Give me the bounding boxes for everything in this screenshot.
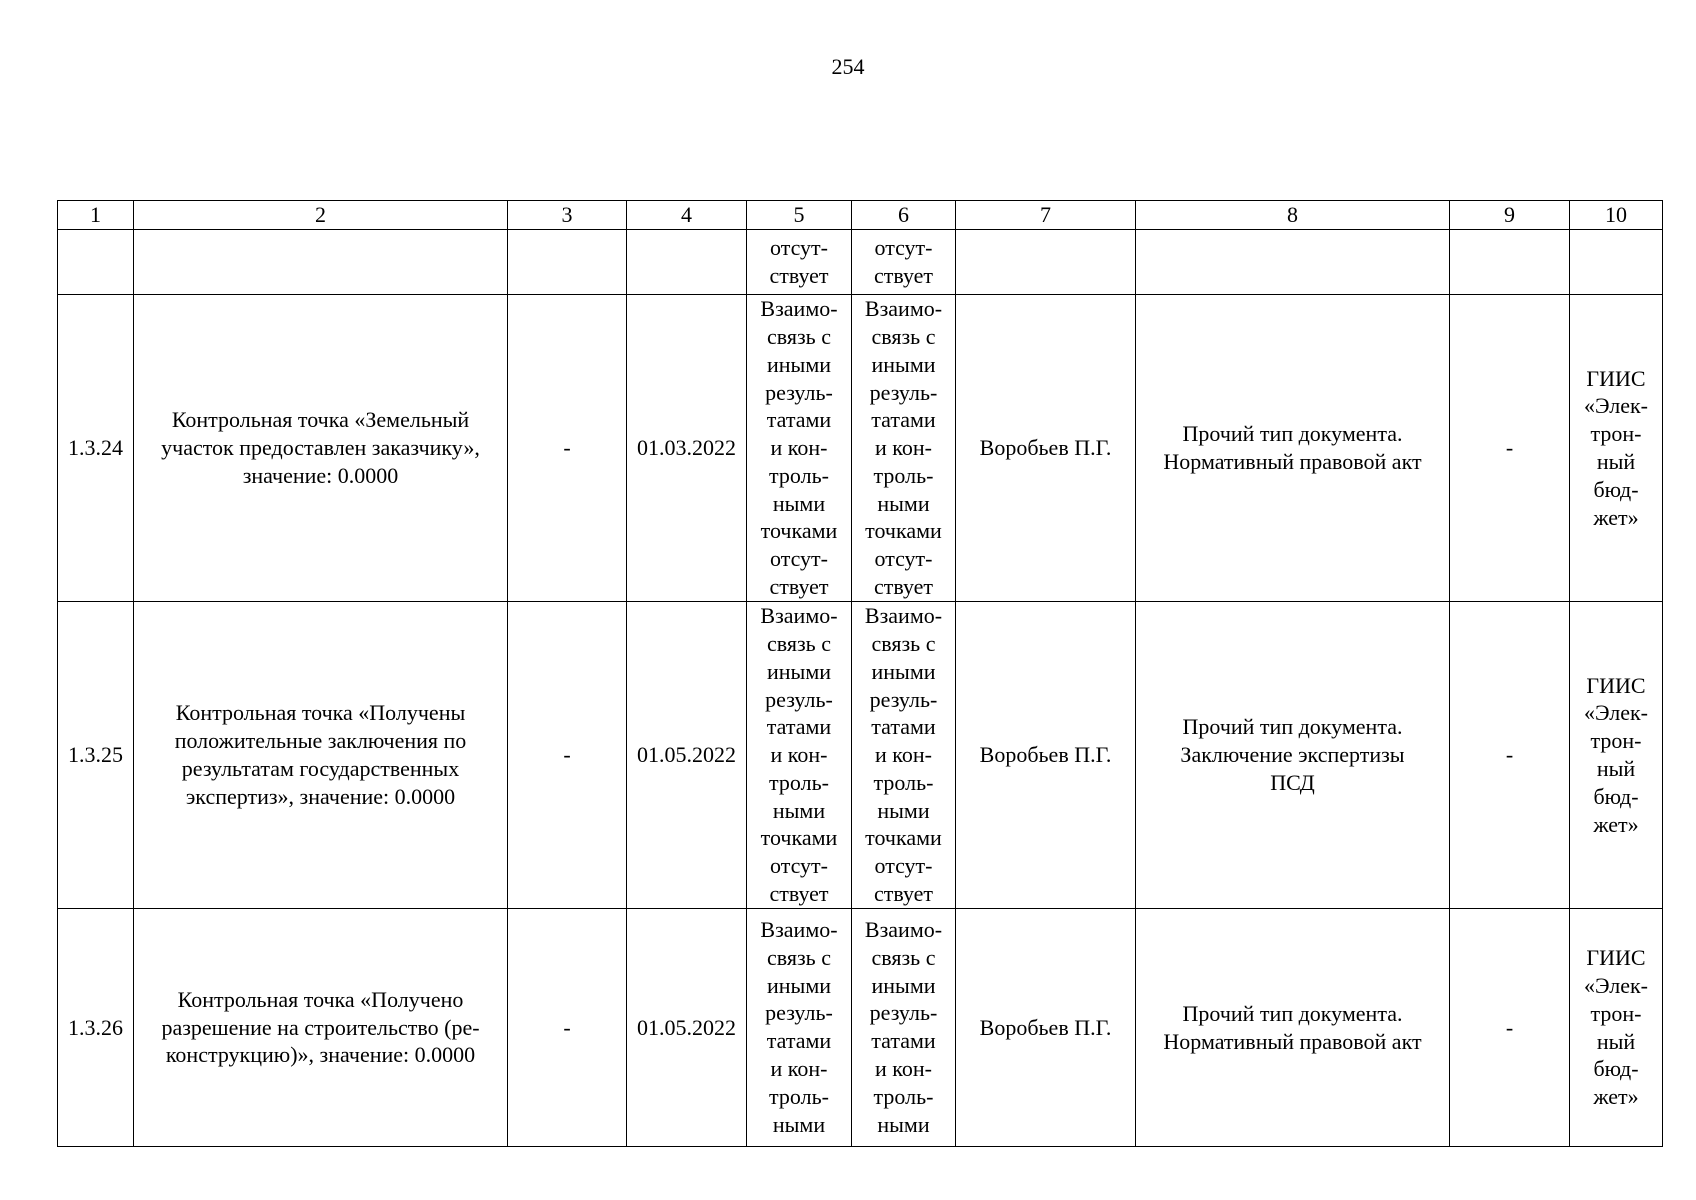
cell-line: и кон- [770, 435, 828, 461]
cell-line: троль- [769, 462, 829, 488]
table-cell-c6 [852, 230, 956, 295]
table-cell-c9: - [1450, 909, 1570, 1147]
table-row [58, 230, 1663, 295]
page-number: 254 [831, 54, 865, 79]
cell-line: «Элек- [1584, 393, 1648, 419]
cell-line: бюд- [1593, 1056, 1639, 1082]
cell-line: ный [1596, 756, 1636, 781]
table-cell-c8 [1136, 295, 1450, 602]
cell-line: положительные заключения по [174, 728, 467, 754]
cell-line: троль- [873, 462, 934, 488]
cell-line: резуль- [765, 379, 833, 405]
column-header: 1 [58, 201, 134, 230]
table-cell-c6 [852, 909, 956, 1147]
cell-line: резуль- [765, 1000, 833, 1026]
cell-line: Взаимо- [760, 603, 838, 629]
table-cell-c9: - [1450, 602, 1570, 909]
cell-line: результатам государственных [181, 756, 460, 781]
cell-line: Контрольная точка «Получено [177, 986, 464, 1012]
table-cell-c10 [1570, 602, 1663, 909]
cell-line: «Элек- [1584, 700, 1648, 726]
cell-line: иными [871, 658, 936, 684]
table-cell-c3: - [508, 295, 627, 602]
table-cell-c3: - [508, 602, 627, 909]
cell-line: ными [877, 1111, 930, 1137]
table-cell-c5 [747, 230, 852, 295]
table-cell-c5 [747, 909, 852, 1147]
cell-line: Взаимо- [760, 917, 838, 942]
cell-line: связь с [871, 944, 936, 970]
cell-line: татами [871, 714, 936, 740]
column-header: 4 [627, 201, 747, 230]
column-header: 8 [1136, 201, 1450, 230]
cell-line: резуль- [869, 379, 938, 405]
cell-line: жет» [1593, 504, 1639, 530]
cell-line: трон- [1590, 421, 1642, 447]
cell-line: ГИИС [1586, 672, 1646, 698]
cell-line: иными [766, 972, 832, 998]
table-cell-c4 [627, 230, 747, 295]
cell-line: экспертиз», значение: 0.0000 [185, 783, 456, 809]
table-cell-c5 [747, 602, 852, 909]
cell-line: трон- [1590, 1000, 1642, 1026]
cell-line: Нормативный правовой акт [1163, 449, 1422, 474]
table-cell-c7: Воробьев П.Г. [956, 909, 1136, 1147]
cell-line: ствует [873, 574, 934, 600]
cell-line: и кон- [875, 742, 932, 768]
cell-line: отсут- [769, 853, 828, 879]
cell-line: жет» [1593, 1084, 1639, 1110]
cell-line: бюд- [1593, 783, 1639, 809]
cell-line: связь с [767, 944, 831, 970]
column-header: 10 [1570, 201, 1663, 230]
cell-line: ствует [873, 263, 934, 288]
cell-line: иными [766, 658, 832, 684]
table-cell-c1: 1.3.24 [58, 295, 134, 602]
cell-line: точками [865, 825, 942, 851]
column-header: 9 [1450, 201, 1570, 230]
table-cell-c7: Воробьев П.Г. [956, 602, 1136, 909]
table-cell-c5 [747, 295, 852, 602]
cell-line: и кон- [875, 1055, 932, 1081]
cell-line: жет» [1593, 811, 1639, 837]
cell-line: отсут- [874, 235, 933, 261]
table-cell-c7 [956, 230, 1136, 295]
cell-line: татами [871, 1028, 936, 1054]
cell-line: точками [865, 518, 942, 544]
cell-line: связь с [871, 630, 936, 656]
table-cell-c1: 1.3.25 [58, 602, 134, 909]
cell-line: троль- [769, 1083, 829, 1109]
table-cell-c9 [1450, 230, 1570, 295]
column-header: 2 [134, 201, 508, 230]
table-cell-c8 [1136, 230, 1450, 295]
cell-line: ГИИС [1586, 365, 1646, 391]
cell-line: связь с [767, 323, 831, 349]
cell-line: и кон- [770, 1055, 828, 1081]
column-header: 7 [956, 201, 1136, 230]
table-cell-c9: - [1450, 295, 1570, 602]
table-row [58, 909, 1663, 1147]
cell-line: Взаимо- [760, 296, 838, 322]
cell-line: Прочий тип документа. [1182, 714, 1403, 740]
table-cell-c1: 1.3.26 [58, 909, 134, 1147]
table-cell-c2 [134, 602, 508, 909]
table-cell-c10 [1570, 230, 1663, 295]
table-cell-c2 [134, 230, 508, 295]
table-cell-c2 [134, 909, 508, 1147]
cell-line: конструкцию)», значение: 0.0000 [165, 1042, 476, 1068]
table-cell-c1 [58, 230, 134, 295]
table-cell-c8 [1136, 602, 1450, 909]
cell-line: резуль- [765, 686, 833, 712]
cell-line: Контрольная точка «Земельный [171, 407, 470, 433]
cell-line: Нормативный правовой акт [1163, 1028, 1422, 1054]
column-header: 6 [852, 201, 956, 230]
table-cell-c10 [1570, 909, 1663, 1147]
cell-line: ный [1596, 1028, 1636, 1054]
cell-line: ными [877, 490, 930, 516]
cell-line: ными [772, 1111, 826, 1137]
table-cell-c6 [852, 295, 956, 602]
table-cell-c2 [134, 295, 508, 602]
cell-line: ПСД [1270, 769, 1315, 795]
column-number-row [58, 201, 1663, 230]
cell-line: и кон- [770, 742, 828, 768]
cell-line: значение: 0.0000 [242, 462, 399, 488]
cell-line: отсут- [874, 853, 933, 879]
cell-line: Прочий тип документа. [1182, 421, 1403, 447]
cell-line: иными [766, 351, 832, 377]
column-header: 5 [747, 201, 852, 230]
cell-line: отсут- [769, 235, 828, 261]
cell-line: ствует [769, 574, 829, 600]
cell-line: точками [760, 825, 838, 851]
cell-line: троль- [873, 769, 934, 795]
cell-line: татами [766, 714, 832, 740]
table-cell-c10 [1570, 295, 1663, 602]
cell-line: резуль- [869, 686, 938, 712]
table-cell-c4: 01.03.2022 [627, 295, 747, 602]
cell-line: разрешение на строительство (ре- [161, 1014, 480, 1040]
cell-line: Заключение экспертизы [1180, 742, 1405, 768]
cell-line: трон- [1590, 728, 1642, 754]
cell-line: татами [766, 1028, 832, 1054]
cell-line: ными [877, 797, 930, 823]
cell-line: «Элек- [1584, 972, 1648, 998]
table-row [58, 295, 1663, 602]
document-table [57, 200, 1663, 1147]
cell-line: иными [871, 351, 936, 377]
table-cell-c7: Воробьев П.Г. [956, 295, 1136, 602]
cell-line: отсут- [769, 546, 828, 572]
table-row [58, 602, 1663, 909]
table-cell-c6 [852, 602, 956, 909]
cell-line: татами [766, 407, 832, 433]
cell-line: Прочий тип документа. [1182, 1000, 1403, 1026]
cell-line: троль- [873, 1083, 934, 1109]
cell-line: бюд- [1593, 476, 1639, 502]
cell-line: Взаимо- [864, 296, 943, 322]
cell-line: точками [760, 518, 838, 544]
cell-line: и кон- [875, 435, 932, 461]
cell-line: резуль- [869, 1000, 938, 1026]
table-cell-c4: 01.05.2022 [627, 909, 747, 1147]
cell-line: связь с [871, 323, 936, 349]
table-cell-c3: - [508, 909, 627, 1147]
cell-line: участок предоставлен заказчику», [161, 435, 480, 461]
cell-line: ными [772, 490, 826, 516]
cell-line: ГИИС [1586, 945, 1646, 971]
cell-line: связь с [767, 630, 831, 656]
cell-line: отсут- [874, 546, 933, 572]
cell-line: татами [871, 407, 936, 433]
cell-line: троль- [769, 769, 829, 795]
cell-line: ствует [769, 881, 829, 907]
cell-line: ный [1596, 449, 1636, 474]
cell-line: Контрольная точка «Получены [175, 700, 466, 726]
cell-line: ными [772, 797, 826, 823]
table-cell-c4: 01.05.2022 [627, 602, 747, 909]
cell-line: ствует [873, 881, 934, 907]
column-header: 3 [508, 201, 627, 230]
cell-line: ствует [769, 263, 829, 288]
cell-line: Взаимо- [864, 917, 943, 942]
cell-line: Взаимо- [864, 603, 943, 629]
table-cell-c8 [1136, 909, 1450, 1147]
cell-line: иными [871, 972, 936, 998]
table-cell-c3 [508, 230, 627, 295]
